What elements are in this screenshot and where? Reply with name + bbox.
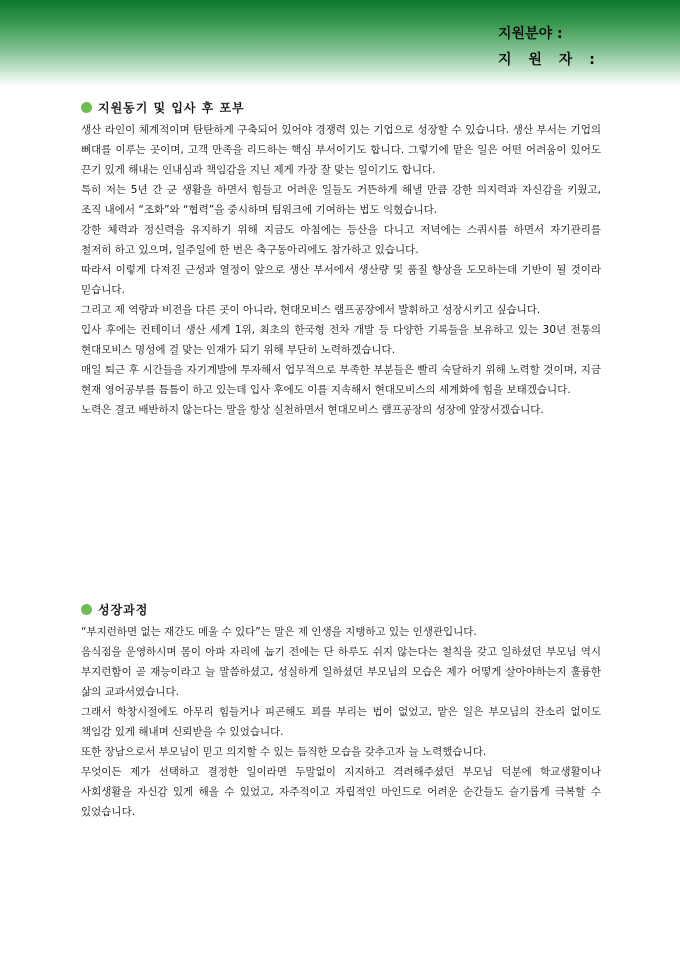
paragraph: 매일 퇴근 후 시간들을 자기계발에 투자해서 업무적으로 부족한 부분들은 빨리 숙달하기 위해 노력할 것이며, 지금 현재 영어공부를 틈틈이 하고 있는데 입사 후에도 이를 지속해서 현대모비스의 세계화에 힘을 보태겠습니다.	[81, 364, 601, 396]
applicant-info	[498, 22, 601, 74]
header-banner	[0, 0, 680, 86]
support-field-label: 지원분야 :	[498, 26, 563, 42]
paragraph: 또한 장남으로서 부모님이 믿고 의지할 수 있는 듬직한 모습을 갖추고자 늘 노력했습니다.	[81, 746, 487, 758]
section-growth	[81, 598, 601, 822]
bullet-icon	[81, 604, 92, 615]
applicant-name-label: 지 원 자 :	[498, 52, 601, 68]
paragraph: 특히 저는 5년 간 군 생활을 하면서 힘들고 어려운 일들도 거뜬하게 해낼 만큼 강한 의지력과 자신감을 키웠고, 조직 내에서 “조화”와 “협력”을 중시하며 팀워크에 기여하는 법도 익혔습니다.	[81, 184, 601, 216]
section-heading	[81, 96, 601, 118]
section-heading	[81, 598, 601, 620]
paragraph: 음식점을 운영하시며 몸이 아파 자리에 눕기 전에는 단 하루도 쉬지 않는다는 철칙을 갖고 일하셨던 부모님 역시 부지런함이 곧 재능이라고 늘 말씀하셨고, 성실하게 일하셨던 부모님의 모습은 제가 어떻게 살아야하는지 훌륭한 삶의 교과서였습니다.	[81, 646, 601, 698]
section-title: 성장과정	[98, 602, 149, 617]
paragraph: 따라서 이렇게 다져진 근성과 열정이 앞으로 생산 부서에서 생산량 및 품질 향상을 도모하는데 기반이 될 것이라 믿습니다.	[81, 264, 601, 296]
paragraph: 그리고 제 역량과 비전을 다른 곳이 아니라, 현대모비스 램프공장에서 발휘하고 성장시키고 싶습니다.	[81, 304, 541, 316]
paragraph: 강한 체력과 정신력을 유지하기 위해 지금도 아침에는 등산을 다니고 저녁에는 스쿼시를 하면서 자기관리를 철저히 하고 있으며, 일주일에 한 번은 축구동아리에도 참가하고 있습니다.	[81, 224, 601, 256]
section-motivation	[81, 96, 601, 420]
paragraph: 노력은 결코 배반하지 않는다는 말을 항상 실천하면서 현대모비스 램프공장의 성장에 앞장서겠습니다.	[81, 404, 544, 416]
paragraph: 입사 후에는 컨테이너 생산 세계 1위, 최초의 한국형 전차 개발 등 다양한 기록들을 보유하고 있는 30년 전통의 현대모비스 명성에 걸 맞는 인재가 되기 위해 부단히 노력하겠습니다.	[81, 324, 601, 356]
bullet-icon	[81, 102, 92, 113]
section-title: 지원동기 및 입사 후 포부	[98, 100, 245, 115]
paragraph: “부지런하면 없는 재간도 메울 수 있다”는 말은 제 인생을 지탱하고 있는 인생관입니다.	[81, 626, 477, 638]
paragraph: 무엇이든 제가 선택하고 결정한 일이라면 두말없이 지지하고 격려해주셨던 부모님 덕분에 학교생활이나 사회생활을 자신감 있게 해올 수 있었고, 자주적이고 자립적인 마인드로 어려운 순간들도 슬기롭게 극복할 수 있었습니다.	[81, 766, 601, 818]
paragraph: 그래서 학창시절에도 아무리 힘들거나 피곤해도 꾀를 부리는 법이 없었고, 맡은 일은 부모님의 잔소리 없이도 책임감 있게 해내며 신뢰받을 수 있었습니다.	[81, 706, 601, 738]
paragraph: 생산 라인이 체계적이며 탄탄하게 구축되어 있어야 경쟁력 있는 기업으로 성장할 수 있습니다. 생산 부서는 기업의 뼈대를 이루는 곳이며, 고객 만족을 리드하는 핵심 부서이기도 합니다. 그렇기에 맡은 일은 어떤 어려움이 있어도 끈기 있게 해내는 인내심과 책임감을 지닌 제게 가장 잘 맞는 일이기도 합니다.	[81, 124, 601, 176]
